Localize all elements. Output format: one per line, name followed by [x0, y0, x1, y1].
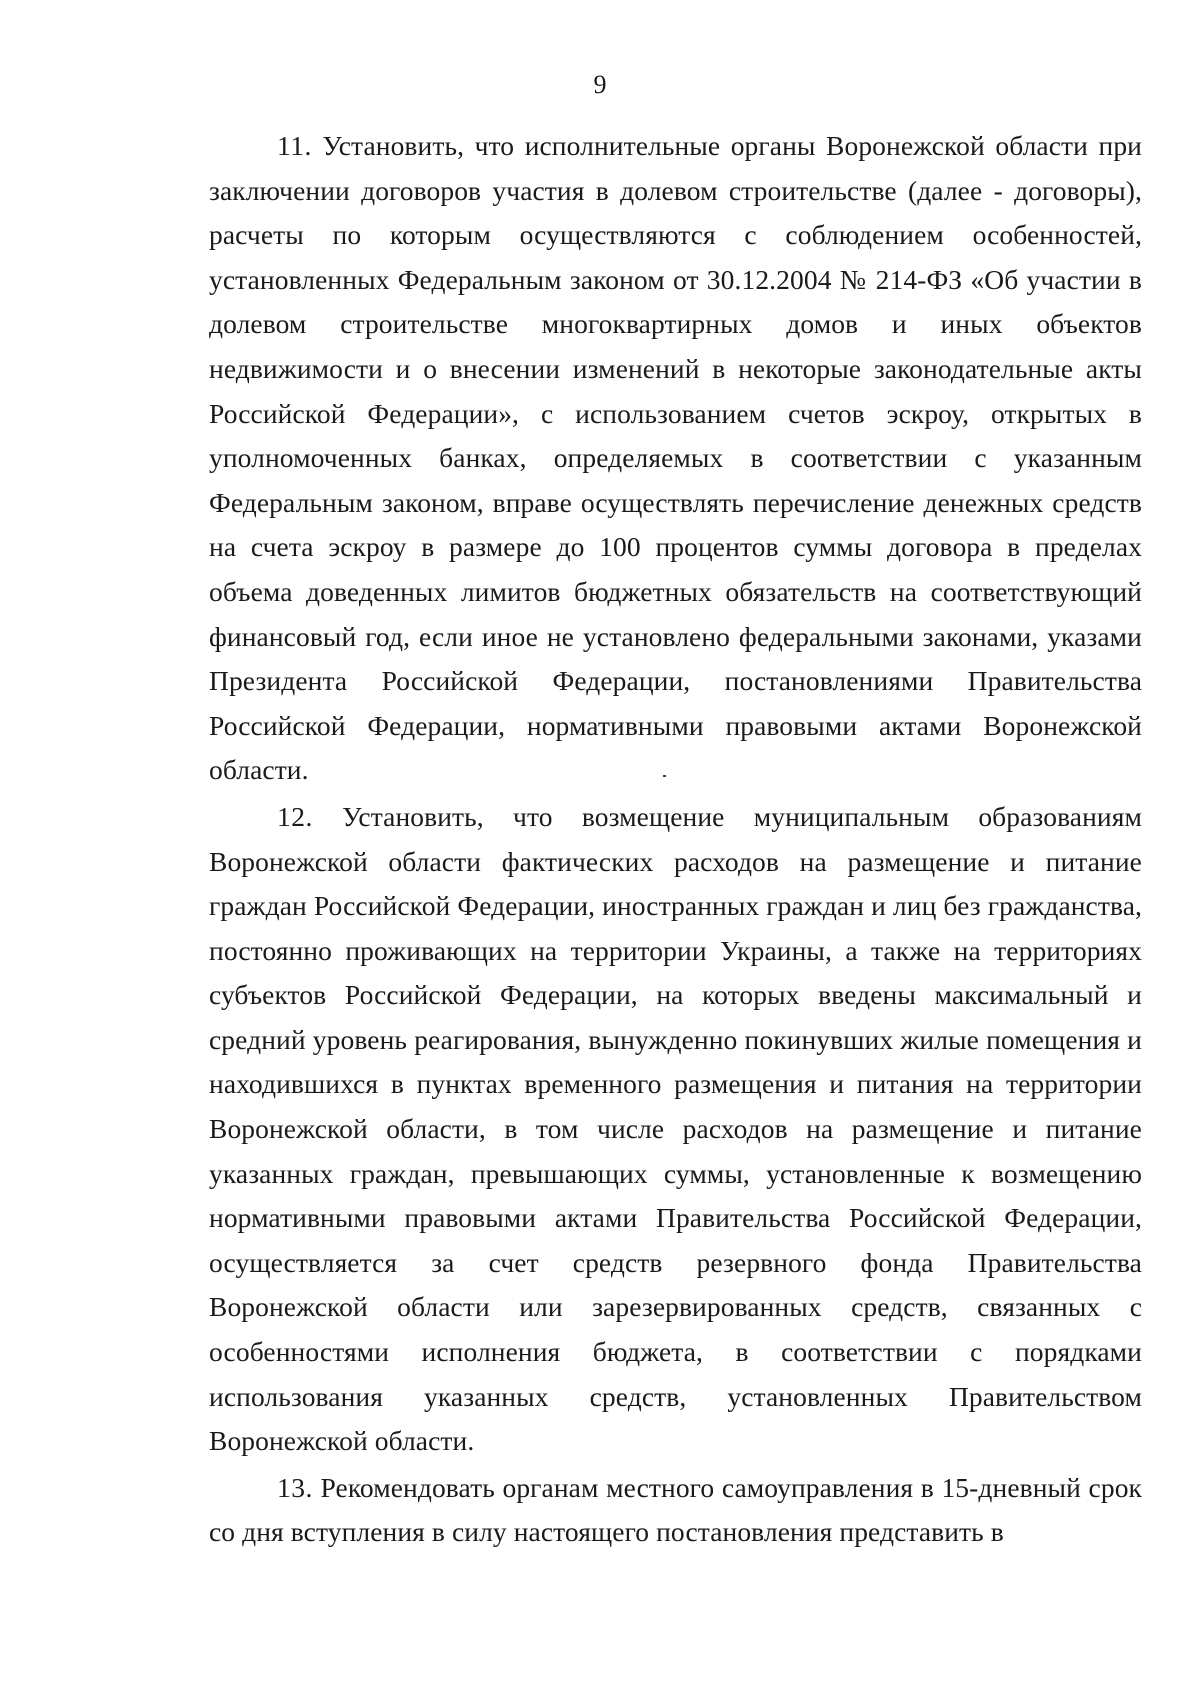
paragraph-number: 11.: [277, 130, 312, 161]
scan-speck: [663, 775, 666, 777]
paragraph-12: [209, 795, 1142, 1464]
paragraph-text: Установить, что возмещение муниципальным образованиям Воронежской области фактических расходов на размещение и питание граждан Российской Федерации, иностранных граждан и лиц без гражданства, постоянно проживающих на территории Украины, а также на территориях субъектов Российской Федерации, на которых введены максимальный и средний уровень реагирования, вынужденно покинувших жилые помещения и находившихся в пунктах временного размещения и питания на территории Воронежской области, в том числе расходов на размещение и питание указанных граждан, превышающих суммы, установленные к возмещению нормативными правовыми актами Правительства Российской Федерации, осуществляется за счет средств резервного фонда Правительства Воронежской области или зарезервированных средств, связанных с особенностями исполнения бюджета, в соответствии с порядками использования указанных средств, установленных Правительством Воронежской области.: [209, 800, 1142, 1457]
document-body: [209, 124, 1142, 1557]
paragraph-number: 13.: [277, 1471, 313, 1503]
paragraph-text: Установить, что исполнительные органы Воронежской области при заключении договоров участия в долевом строительстве (далее - договоры), расчеты по которым осуществляются с соблюдением особенностей, установленных Федеральным законом от 30.12.2004 № 214-ФЗ «Об участии в долевом строительстве многоквартирных домов и иных объектов недвижимости и о внесении изменений в некоторые законодательные акты Российской Федерации», с использованием счетов эскроу, открытых в уполномоченных банках, определяемых в соответствии с указанным Федеральным законом, вправе осуществлять перечисление денежных средств на счета эскроу в размере до 100 процентов суммы договора в пределах объема доведенных лимитов бюджетных обязательств на соответствующий финансовый год, если иное не установлено федеральными законами, указами Президента Российской Федерации, постановлениями Правительства Российской Федерации, нормативными правовыми актами Воронежской области.: [209, 130, 1142, 786]
paragraph-number: 12.: [277, 800, 313, 832]
paragraph-13: [209, 1466, 1142, 1555]
page-number: 9: [593, 70, 607, 99]
paragraph-11: [209, 124, 1142, 793]
paragraph-text: Рекомендовать органам местного самоуправления в 15-дневный срок со дня вступления в силу настоящего постановления представить в: [209, 1471, 1143, 1548]
